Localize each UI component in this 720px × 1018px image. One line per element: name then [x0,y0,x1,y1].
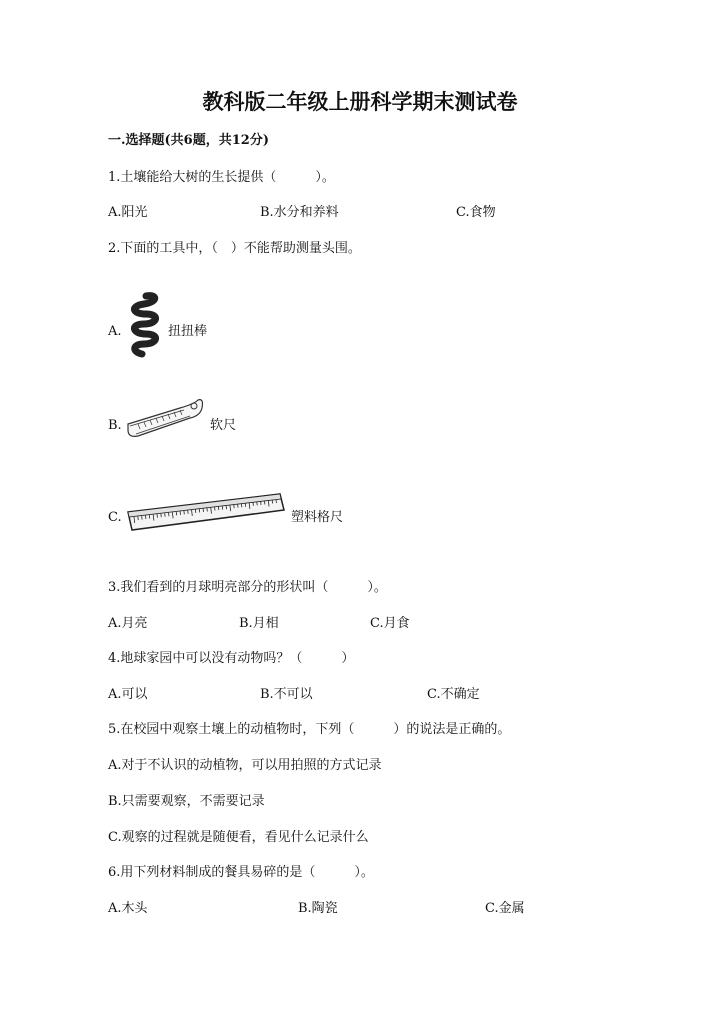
question-1-option-c: C.食物 [456,205,496,220]
question-4-option-a: A.可以 [108,687,148,702]
twisty-stick-icon [124,290,164,358]
question-1-option-b: B.水分和养料 [260,205,339,220]
question-6-stem: 6.用下列材料制成的餐具易碎的是（ ）。 [108,865,374,880]
question-2-option-c-letter: C. [108,510,122,525]
question-1-stem: 1.土壤能给大树的生长提供（ ）。 [108,170,335,185]
question-2-option-c-text: 塑料格尺 [291,510,344,525]
question-5-stem: 5.在校园中观察土壤上的动植物时，下列（ ）的说法是正确的。 [108,722,511,737]
question-5-option-b: B.只需要观察，不需要记录 [108,794,265,809]
question-6-option-c: C.金属 [485,901,525,916]
question-3-option-b: B.月相 [239,616,279,631]
question-2-option-b-text: 软尺 [210,418,237,433]
question-3-option-a: A.月亮 [108,616,148,631]
question-4-option-c: C.不确定 [427,687,480,702]
page-title: 教科版二年级上册科学期末测试卷 [202,89,518,114]
soft-tape-measure-icon [124,394,204,442]
question-2-option-a-text: 扭扭棒 [168,324,208,339]
question-3-stem: 3.我们看到的月球明亮部分的形状叫（ ）。 [108,580,387,595]
section-heading: 一.选择题(共6题，共12分) [108,133,269,148]
question-1-option-a: A.阳光 [108,205,148,220]
question-4-option-b: B.不可以 [260,687,313,702]
question-5-option-c: C.观察的过程就是随便看，看见什么记录什么 [108,830,369,845]
question-6-option-a: A.木头 [108,901,148,916]
question-3-option-c: C.月食 [370,616,410,631]
question-6-option-b: B.陶瓷 [298,901,338,916]
question-5-option-a: A.对于不认识的动植物，可以用拍照的方式记录 [108,758,382,773]
question-2-option-b-letter: B. [108,418,122,433]
question-4-stem: 4.地球家园中可以没有动物吗？（ ） [108,651,355,666]
plastic-ruler-icon [124,490,288,536]
question-2-option-a-letter: A. [108,324,122,339]
question-2-stem: 2.下面的工具中，（ ）不能帮助测量头围。 [108,241,361,256]
